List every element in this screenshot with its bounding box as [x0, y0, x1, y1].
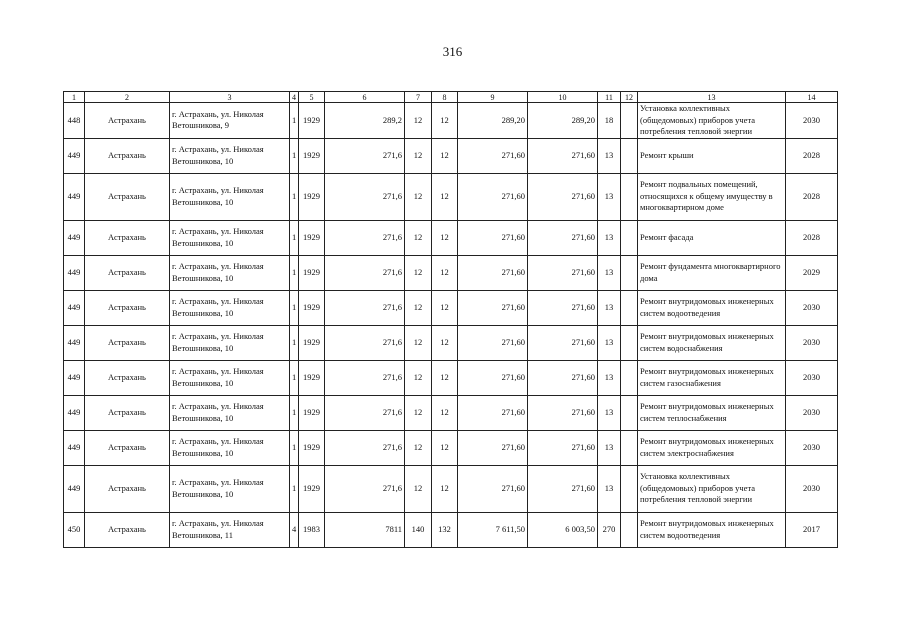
column-7-cell: 12 — [405, 360, 432, 395]
row-number: 449 — [64, 395, 85, 430]
column-4-cell: 1 — [290, 138, 299, 173]
column-9-cell: 271,60 — [458, 430, 528, 465]
row-number: 449 — [64, 173, 85, 220]
city-cell: Астрахань — [85, 512, 170, 547]
city-cell: Астрахань — [85, 290, 170, 325]
column-8-cell: 12 — [432, 465, 458, 512]
table-row — [64, 430, 838, 465]
column-number-11: 11 — [598, 92, 621, 103]
row-number: 449 — [64, 138, 85, 173]
column-12-cell — [621, 255, 638, 290]
work-type-cell: Ремонт внутридомовых инженерных систем водоотведения — [638, 512, 786, 547]
column-7-cell: 12 — [405, 430, 432, 465]
column-7-cell: 12 — [405, 465, 432, 512]
column-number-3: 3 — [170, 92, 290, 103]
row-number: 449 — [64, 220, 85, 255]
build-year-cell: 1983 — [299, 512, 325, 547]
column-12-cell — [621, 103, 638, 139]
work-type-cell: Установка коллективных (общедомовых) приборов учета потребления тепловой энергии — [638, 103, 786, 139]
address-cell: г. Астрахань, ул. Николая Ветошникова, 10 — [170, 360, 290, 395]
table-row — [64, 512, 838, 547]
planned-year-cell: 2029 — [786, 255, 838, 290]
planned-year-cell: 2030 — [786, 465, 838, 512]
column-12-cell — [621, 430, 638, 465]
planned-year-cell: 2030 — [786, 395, 838, 430]
planned-year-cell: 2030 — [786, 430, 838, 465]
city-cell: Астрахань — [85, 360, 170, 395]
column-number-5: 5 — [299, 92, 325, 103]
column-9-cell: 271,60 — [458, 465, 528, 512]
address-cell: г. Астрахань, ул. Николая Ветошникова, 10 — [170, 173, 290, 220]
area-cell: 271,6 — [325, 220, 405, 255]
row-number: 449 — [64, 325, 85, 360]
column-9-cell: 289,20 — [458, 103, 528, 139]
column-10-cell: 271,60 — [528, 325, 598, 360]
column-9-cell: 271,60 — [458, 255, 528, 290]
planned-year-cell: 2030 — [786, 325, 838, 360]
table-row — [64, 360, 838, 395]
work-type-cell: Установка коллективных (общедомовых) приборов учета потребления тепловой энергии — [638, 465, 786, 512]
build-year-cell: 1929 — [299, 173, 325, 220]
column-4-cell: 1 — [290, 395, 299, 430]
column-8-cell: 132 — [432, 512, 458, 547]
planned-year-cell: 2030 — [786, 103, 838, 139]
planned-year-cell: 2028 — [786, 173, 838, 220]
column-8-cell: 12 — [432, 360, 458, 395]
column-8-cell: 12 — [432, 103, 458, 139]
row-number: 449 — [64, 465, 85, 512]
column-8-cell: 12 — [432, 138, 458, 173]
work-type-cell: Ремонт фундамента многоквартирного дома — [638, 255, 786, 290]
address-cell: г. Астрахань, ул. Николая Ветошникова, 10 — [170, 220, 290, 255]
column-8-cell: 12 — [432, 430, 458, 465]
column-number-9: 9 — [458, 92, 528, 103]
address-cell: г. Астрахань, ул. Николая Ветошникова, 11 — [170, 512, 290, 547]
build-year-cell: 1929 — [299, 138, 325, 173]
column-10-cell: 271,60 — [528, 255, 598, 290]
column-7-cell: 12 — [405, 395, 432, 430]
area-cell: 271,6 — [325, 360, 405, 395]
table-row — [64, 395, 838, 430]
build-year-cell: 1929 — [299, 220, 325, 255]
work-type-cell: Ремонт внутридомовых инженерных систем водоотведения — [638, 290, 786, 325]
column-8-cell: 12 — [432, 290, 458, 325]
column-number-10: 10 — [528, 92, 598, 103]
work-type-cell: Ремонт крыши — [638, 138, 786, 173]
city-cell: Астрахань — [85, 220, 170, 255]
column-9-cell: 271,60 — [458, 290, 528, 325]
city-cell: Астрахань — [85, 465, 170, 512]
column-11-cell: 18 — [598, 103, 621, 139]
column-11-cell: 13 — [598, 395, 621, 430]
area-cell: 271,6 — [325, 325, 405, 360]
city-cell: Астрахань — [85, 103, 170, 139]
column-12-cell — [621, 512, 638, 547]
area-cell: 271,6 — [325, 395, 405, 430]
column-4-cell: 1 — [290, 465, 299, 512]
column-12-cell — [621, 138, 638, 173]
column-7-cell: 12 — [405, 138, 432, 173]
row-number: 448 — [64, 103, 85, 139]
build-year-cell: 1929 — [299, 395, 325, 430]
column-7-cell: 12 — [405, 103, 432, 139]
column-12-cell — [621, 173, 638, 220]
column-11-cell: 13 — [598, 220, 621, 255]
column-number-1: 1 — [64, 92, 85, 103]
column-7-cell: 12 — [405, 220, 432, 255]
column-9-cell: 271,60 — [458, 220, 528, 255]
address-cell: г. Астрахань, ул. Николая Ветошникова, 9 — [170, 103, 290, 139]
column-number-7: 7 — [405, 92, 432, 103]
column-12-cell — [621, 290, 638, 325]
column-4-cell: 4 — [290, 512, 299, 547]
address-cell: г. Астрахань, ул. Николая Ветошникова, 10 — [170, 430, 290, 465]
column-12-cell — [621, 395, 638, 430]
address-cell: г. Астрахань, ул. Николая Ветошникова, 10 — [170, 325, 290, 360]
row-number: 449 — [64, 430, 85, 465]
table-row — [64, 173, 838, 220]
column-7-cell: 12 — [405, 325, 432, 360]
column-9-cell: 7 611,50 — [458, 512, 528, 547]
column-12-cell — [621, 325, 638, 360]
column-8-cell: 12 — [432, 325, 458, 360]
column-12-cell — [621, 360, 638, 395]
row-number: 449 — [64, 360, 85, 395]
address-cell: г. Астрахань, ул. Николая Ветошникова, 10 — [170, 290, 290, 325]
column-7-cell: 12 — [405, 255, 432, 290]
column-10-cell: 271,60 — [528, 395, 598, 430]
address-cell: г. Астрахань, ул. Николая Ветошникова, 10 — [170, 395, 290, 430]
planned-year-cell: 2017 — [786, 512, 838, 547]
column-11-cell: 13 — [598, 138, 621, 173]
area-cell: 271,6 — [325, 465, 405, 512]
area-cell: 289,2 — [325, 103, 405, 139]
area-cell: 271,6 — [325, 173, 405, 220]
column-8-cell: 12 — [432, 395, 458, 430]
planned-year-cell: 2030 — [786, 290, 838, 325]
column-10-cell: 271,60 — [528, 360, 598, 395]
work-type-cell: Ремонт подвальных помещений, относящихся к общему имуществу в многоквартирном доме — [638, 173, 786, 220]
city-cell: Астрахань — [85, 430, 170, 465]
area-cell: 271,6 — [325, 255, 405, 290]
row-number: 449 — [64, 255, 85, 290]
address-cell: г. Астрахань, ул. Николая Ветошникова, 10 — [170, 255, 290, 290]
work-type-cell: Ремонт внутридомовых инженерных систем электроснабжения — [638, 430, 786, 465]
column-4-cell: 1 — [290, 255, 299, 290]
column-number-8: 8 — [432, 92, 458, 103]
column-9-cell: 271,60 — [458, 325, 528, 360]
build-year-cell: 1929 — [299, 103, 325, 139]
column-number-13: 13 — [638, 92, 786, 103]
column-10-cell: 271,60 — [528, 138, 598, 173]
table-row — [64, 138, 838, 173]
column-8-cell: 12 — [432, 220, 458, 255]
table-row — [64, 255, 838, 290]
column-4-cell: 1 — [290, 360, 299, 395]
column-11-cell: 270 — [598, 512, 621, 547]
column-11-cell: 13 — [598, 255, 621, 290]
column-4-cell: 1 — [290, 220, 299, 255]
area-cell: 7811 — [325, 512, 405, 547]
planned-year-cell: 2030 — [786, 360, 838, 395]
column-8-cell: 12 — [432, 173, 458, 220]
build-year-cell: 1929 — [299, 360, 325, 395]
work-type-cell: Ремонт внутридомовых инженерных систем теплоснабжения — [638, 395, 786, 430]
build-year-cell: 1929 — [299, 430, 325, 465]
repair-register-table — [63, 91, 838, 548]
column-11-cell: 13 — [598, 290, 621, 325]
area-cell: 271,6 — [325, 430, 405, 465]
column-9-cell: 271,60 — [458, 360, 528, 395]
column-number-6: 6 — [325, 92, 405, 103]
column-11-cell: 13 — [598, 325, 621, 360]
column-11-cell: 13 — [598, 173, 621, 220]
column-4-cell: 1 — [290, 325, 299, 360]
column-10-cell: 271,60 — [528, 465, 598, 512]
column-10-cell: 289,20 — [528, 103, 598, 139]
column-number-2: 2 — [85, 92, 170, 103]
planned-year-cell: 2028 — [786, 138, 838, 173]
page-number: 316 — [442, 44, 463, 59]
city-cell: Астрахань — [85, 173, 170, 220]
work-type-cell: Ремонт фасада — [638, 220, 786, 255]
column-12-cell — [621, 220, 638, 255]
work-type-cell: Ремонт внутридомовых инженерных систем газоснабжения — [638, 360, 786, 395]
column-4-cell: 1 — [290, 173, 299, 220]
planned-year-cell: 2028 — [786, 220, 838, 255]
table-row — [64, 290, 838, 325]
work-type-cell: Ремонт внутридомовых инженерных систем водоснабжения — [638, 325, 786, 360]
area-cell: 271,6 — [325, 290, 405, 325]
column-4-cell: 1 — [290, 430, 299, 465]
build-year-cell: 1929 — [299, 290, 325, 325]
address-cell: г. Астрахань, ул. Николая Ветошникова, 10 — [170, 465, 290, 512]
column-8-cell: 12 — [432, 255, 458, 290]
table-body — [64, 103, 838, 548]
column-number-row — [64, 92, 838, 103]
table-row — [64, 220, 838, 255]
build-year-cell: 1929 — [299, 325, 325, 360]
column-11-cell: 13 — [598, 430, 621, 465]
city-cell: Астрахань — [85, 255, 170, 290]
column-7-cell: 140 — [405, 512, 432, 547]
address-cell: г. Астрахань, ул. Николая Ветошникова, 10 — [170, 138, 290, 173]
column-10-cell: 271,60 — [528, 430, 598, 465]
city-cell: Астрахань — [85, 395, 170, 430]
column-4-cell: 1 — [290, 290, 299, 325]
column-10-cell: 271,60 — [528, 220, 598, 255]
column-number-14: 14 — [786, 92, 838, 103]
column-4-cell: 1 — [290, 103, 299, 139]
area-cell: 271,6 — [325, 138, 405, 173]
column-9-cell: 271,60 — [458, 138, 528, 173]
column-9-cell: 271,60 — [458, 395, 528, 430]
column-9-cell: 271,60 — [458, 173, 528, 220]
city-cell: Астрахань — [85, 325, 170, 360]
table-row — [64, 325, 838, 360]
table-row — [64, 465, 838, 512]
column-11-cell: 13 — [598, 465, 621, 512]
build-year-cell: 1929 — [299, 255, 325, 290]
column-number-12: 12 — [621, 92, 638, 103]
column-number-4: 4 — [290, 92, 299, 103]
column-12-cell — [621, 465, 638, 512]
build-year-cell: 1929 — [299, 465, 325, 512]
city-cell: Астрахань — [85, 138, 170, 173]
column-10-cell: 271,60 — [528, 173, 598, 220]
column-10-cell: 271,60 — [528, 290, 598, 325]
column-7-cell: 12 — [405, 173, 432, 220]
row-number: 449 — [64, 290, 85, 325]
column-10-cell: 6 003,50 — [528, 512, 598, 547]
table-row — [64, 103, 838, 139]
row-number: 450 — [64, 512, 85, 547]
column-7-cell: 12 — [405, 290, 432, 325]
column-11-cell: 13 — [598, 360, 621, 395]
